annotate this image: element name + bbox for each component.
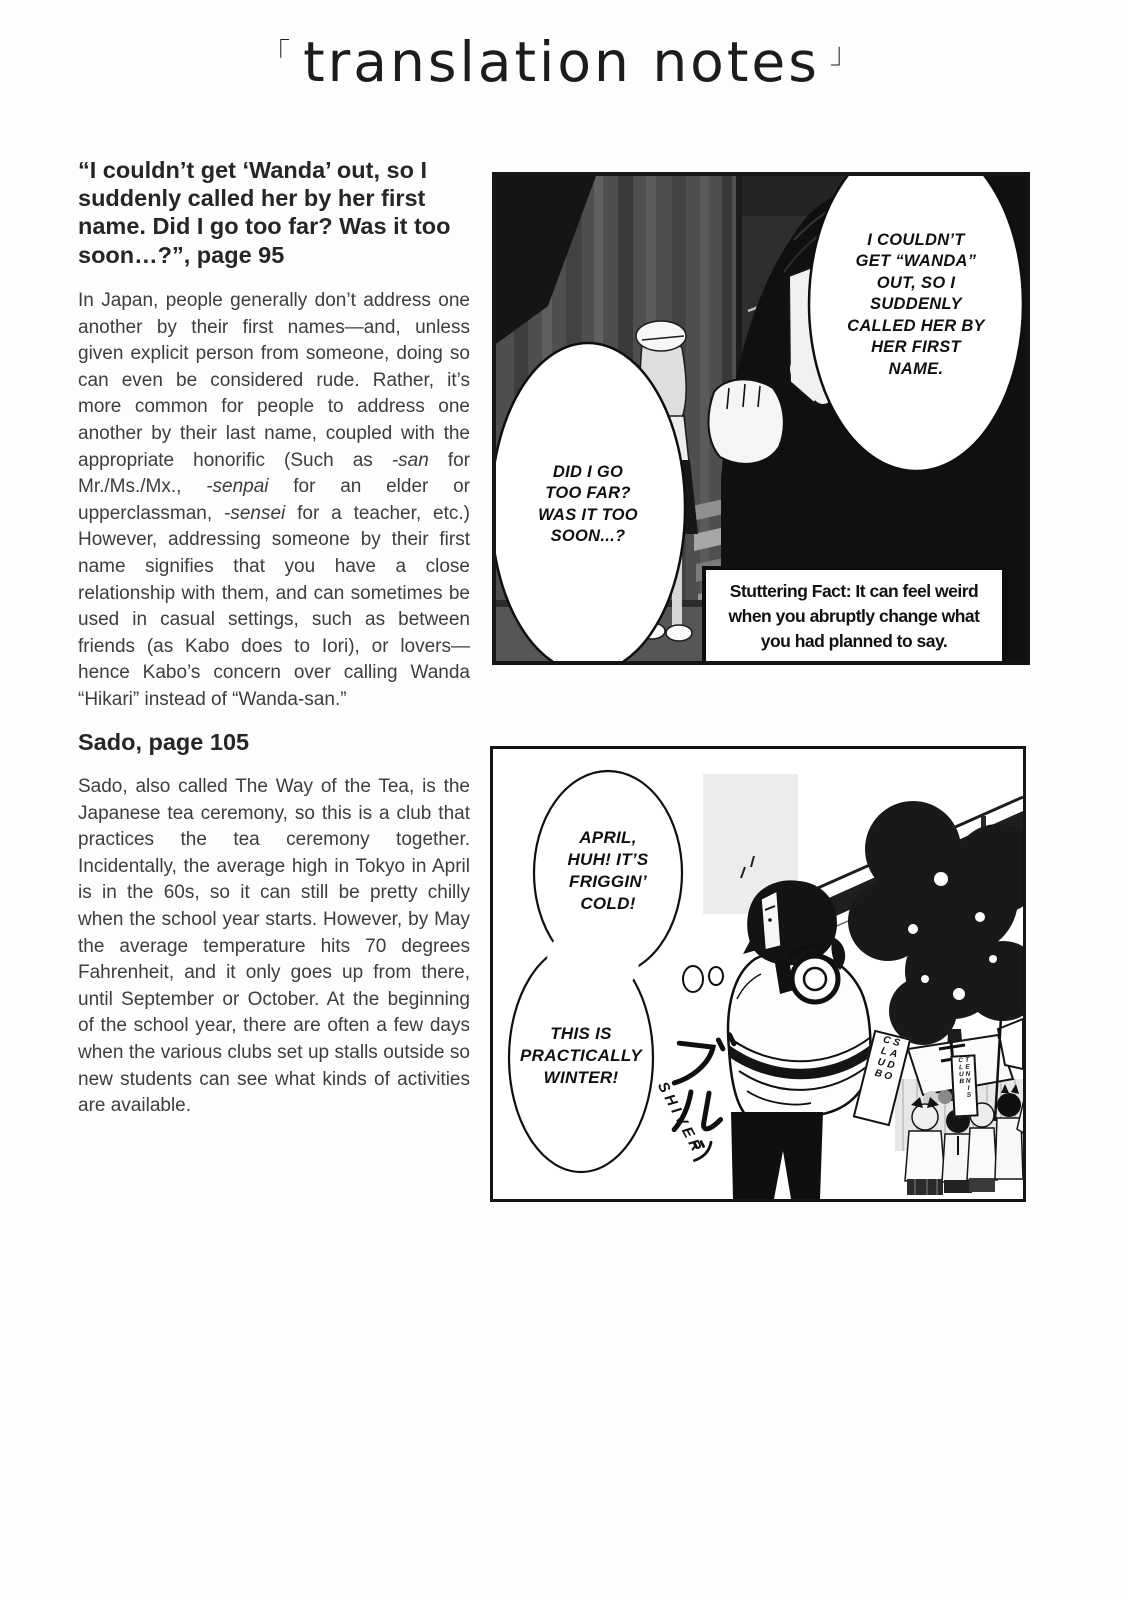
note-heading-wanda: “I couldn’t get ‘Wanda’ out, so I suddenly called her by her first name. Did I go too far? Was it too soon…?”, page 95 [78,157,451,268]
speech-bubble-wanda: I COULDN’T GET “WANDA” OUT, SO I SUDDENLY CALLED HER BY HER FIRST NAME. [847,231,985,378]
note-body-wanda: In Japan, people generally don’t address one another by their first names—and, unless given explicit person from someone, doing so can even be considered rude. Rather, it’s more common for people to address one another by their last name, coupled with the appropriate honorific (Such as -san for Mr./Ms./Mx., -senpai for an elder or upperclassman, -sensei for a teacher, etc.) However, addressing someone by their first name signifies that you have a close relationship with them, and can sometimes be used in casual settings, such as between friends (as Kabo does to Iori), or lovers—hence Kabo’s concern over calling Wanda “Hikari” instead of “Wanda-san.” [78,290,470,710]
title-open-bracket: 「 [261,36,294,71]
sfx-shiver-text: SHIVER [653,1079,707,1158]
panel2-artwork [493,749,1023,1199]
thought-bubble-april: APRIL, HUH! IT’S FRIGGIN’ COLD! [567,828,649,914]
tennis-club-banner-text: TENNIS CLUB [956,1056,973,1099]
note-body-sado: Sado, also called The Way of the Tea, is the Japanese tea ceremony, so this is a club that practices the tea ceremony together. Incidentally, the average high in Tokyo in April is in the 60s, so it can still be pretty chilly when the school year starts. However, by May the average temperature hits 70 degrees Fahrenheit, and it only goes up from there, until September or October. At the beginning of the school year, there are often a few days when the various clubs set up stalls outside so new students can see what kinds of activities are available. [78,776,470,1117]
note-heading-sado: Sado, page 105 [78,729,250,755]
speech-bubble-toofar: DID I GO TOO FAR? WAS IT TOO SOON...? [538,463,638,546]
manga-panel-outdoors [490,746,1026,1202]
title-close-bracket: 」 [829,36,862,71]
thought-bubble-winter: THIS IS PRACTICALLY WINTER! [520,1024,642,1088]
manga-panel-stairwell [492,172,1030,665]
sado-club-banner-text: SADO CLUB [871,1033,904,1084]
stuttering-fact-caption: Stuttering Fact: It can feel weird when you abruptly change what you had planned to say. [702,566,1006,665]
page-title-text: translation notes [303,30,820,94]
tennis-club-banner [950,1054,978,1117]
page-title [0,30,1123,94]
